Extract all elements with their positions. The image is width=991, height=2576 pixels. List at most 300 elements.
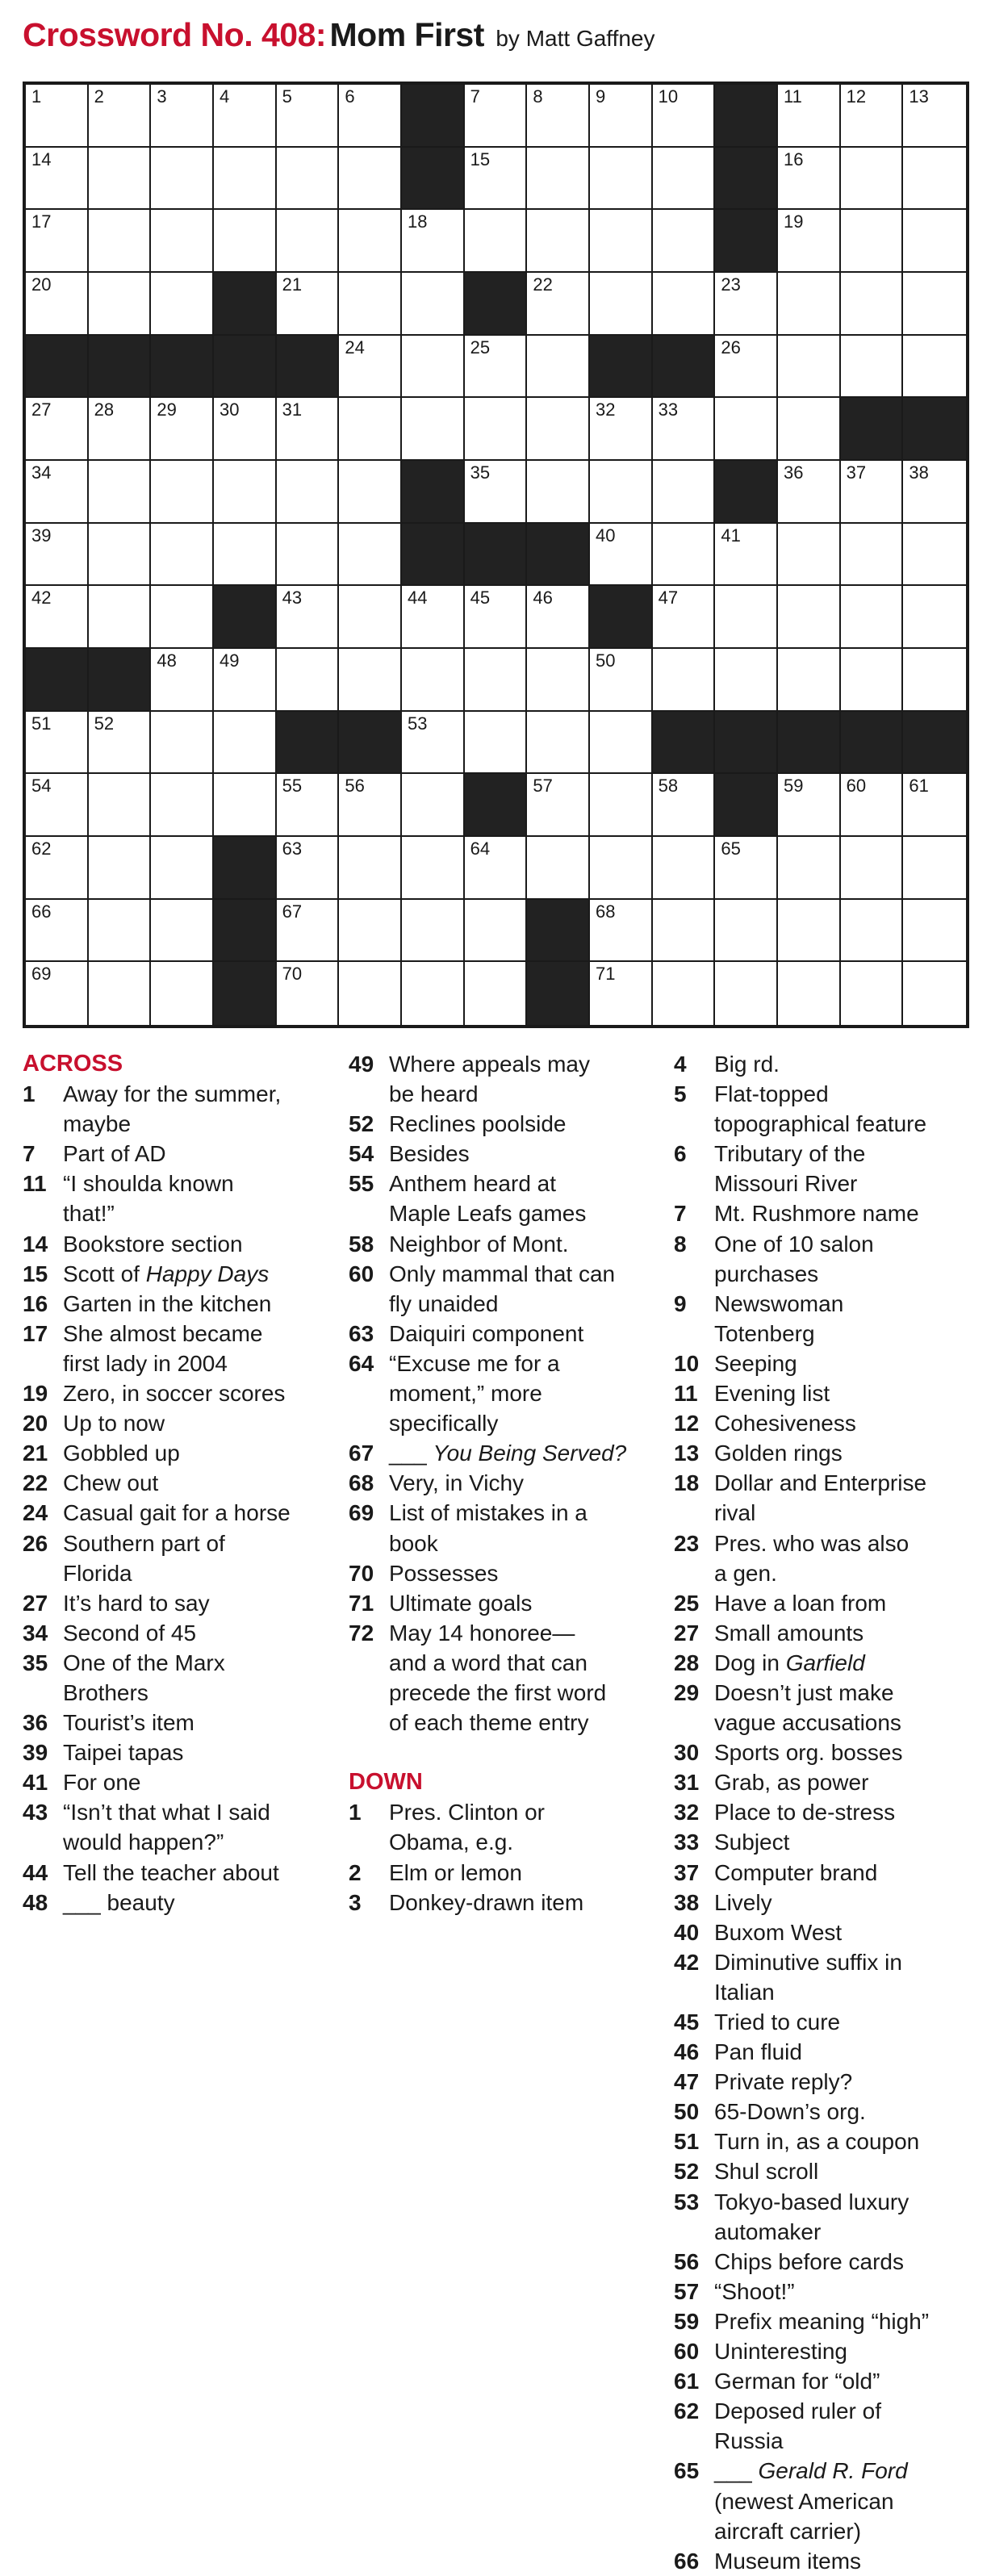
grid-cell[interactable] (527, 273, 590, 336)
black-square (903, 398, 966, 461)
clue-column-2 (349, 1049, 663, 1917)
down-clue (349, 1888, 663, 1917)
clue-number: 45 (674, 2009, 700, 2034)
grid-cell[interactable] (402, 712, 465, 775)
clue-number: 17 (23, 1320, 48, 1346)
clue-text: Away for the summer, maybe (63, 1081, 282, 1137)
grid-cell[interactable] (653, 148, 716, 211)
grid-cell[interactable] (778, 900, 841, 963)
grid-cell[interactable] (214, 649, 277, 712)
grid-cell[interactable] (903, 774, 966, 837)
grid-cell[interactable] (402, 962, 465, 1025)
down-clue (674, 1408, 981, 1438)
clue-number: 31 (674, 1770, 700, 1796)
black-square (903, 712, 966, 775)
grid-cell[interactable] (653, 398, 716, 461)
down-clue (674, 1588, 981, 1618)
grid-cell[interactable] (402, 774, 465, 837)
grid-cell[interactable] (590, 273, 653, 336)
clue-number: 61 (674, 2369, 700, 2394)
grid-cell[interactable] (214, 712, 277, 775)
grid-cell[interactable] (277, 900, 340, 963)
puzzle-theme: Mom First (329, 16, 484, 53)
down-clue (674, 1858, 981, 1888)
grid-cell[interactable] (151, 85, 214, 148)
grid-cell[interactable] (465, 461, 528, 524)
grid-cell[interactable] (778, 210, 841, 273)
grid-cell[interactable] (778, 398, 841, 461)
grid-cell[interactable] (778, 586, 841, 649)
across-clue (23, 1079, 329, 1139)
grid-cell[interactable] (277, 524, 340, 587)
black-square (841, 712, 904, 775)
cell-number: 9 (596, 86, 606, 107)
grid-cell[interactable] (339, 210, 402, 273)
cell-number: 71 (596, 964, 616, 985)
clue-text: Grab, as power (714, 1770, 869, 1796)
grid-cell[interactable] (590, 900, 653, 963)
grid-cell[interactable] (590, 461, 653, 524)
grid-cell[interactable] (903, 336, 966, 399)
grid-cell[interactable] (527, 837, 590, 900)
cell-number: 16 (784, 148, 804, 169)
grid-cell[interactable] (715, 962, 778, 1025)
grid-cell[interactable] (277, 649, 340, 712)
clue-text: Uninteresting (714, 2339, 847, 2365)
grid-cell[interactable] (653, 586, 716, 649)
clue-text: Tokyo-based luxury automaker (714, 2189, 909, 2244)
grid-cell[interactable] (903, 900, 966, 963)
grid-cell[interactable] (841, 524, 904, 587)
grid-cell[interactable] (715, 900, 778, 963)
grid-cell[interactable] (26, 586, 89, 649)
grid-cell[interactable] (653, 524, 716, 587)
cell-number: 51 (31, 713, 52, 734)
grid-cell[interactable] (402, 837, 465, 900)
grid-cell[interactable] (465, 586, 528, 649)
grid-cell[interactable] (527, 461, 590, 524)
grid-cell[interactable] (653, 837, 716, 900)
grid-cell[interactable] (402, 586, 465, 649)
clue-number: 68 (349, 1470, 374, 1496)
clue-number: 51 (674, 2129, 700, 2155)
clue-text: Shul scroll (714, 2159, 819, 2185)
grid-cell[interactable] (402, 900, 465, 963)
down-clue (674, 1528, 981, 1588)
grid-cell[interactable] (89, 461, 152, 524)
grid-cell[interactable] (277, 774, 340, 837)
cell-number: 66 (31, 901, 52, 922)
grid-cell[interactable] (715, 336, 778, 399)
grid-cell[interactable] (590, 210, 653, 273)
cell-number: 50 (596, 650, 616, 671)
grid-cell[interactable] (339, 398, 402, 461)
across-clue (349, 1259, 663, 1319)
clue-column-3 (674, 1049, 981, 2576)
grid-cell[interactable] (778, 336, 841, 399)
grid-cell[interactable] (214, 461, 277, 524)
grid-cell[interactable] (89, 273, 152, 336)
grid-cell[interactable] (527, 148, 590, 211)
grid-cell[interactable] (590, 148, 653, 211)
grid-cell[interactable] (89, 85, 152, 148)
grid-cell[interactable] (151, 586, 214, 649)
grid-cell[interactable] (841, 273, 904, 336)
black-square (89, 336, 152, 399)
cell-number: 6 (345, 86, 355, 107)
clue-number: 21 (23, 1441, 48, 1466)
grid-cell[interactable] (214, 398, 277, 461)
clue-text: “Excuse me for a moment,” more specifically (389, 1350, 560, 1436)
clue-text: Only mammal that can fly unaided (389, 1261, 616, 1316)
across-clue (23, 1319, 329, 1378)
grid-cell[interactable] (26, 712, 89, 775)
grid-cell[interactable] (402, 210, 465, 273)
down-clue (674, 1797, 981, 1827)
cell-number: 40 (596, 525, 616, 546)
grid-cell[interactable] (277, 148, 340, 211)
clue-text: German for “old” (714, 2369, 880, 2394)
grid-cell[interactable] (339, 148, 402, 211)
grid-cell[interactable] (402, 273, 465, 336)
down-clue (674, 1767, 981, 1797)
clue-number: 24 (23, 1500, 48, 1526)
grid-cell[interactable] (841, 774, 904, 837)
grid-cell[interactable] (402, 649, 465, 712)
grid-cell[interactable] (653, 273, 716, 336)
cell-number: 21 (282, 274, 303, 295)
clue-text: Tell the teacher about (63, 1859, 279, 1885)
grid-cell[interactable] (89, 900, 152, 963)
black-square (214, 273, 277, 336)
grid-cell[interactable] (841, 148, 904, 211)
grid-cell[interactable] (590, 524, 653, 587)
cell-number: 48 (157, 650, 177, 671)
grid-cell[interactable] (841, 962, 904, 1025)
grid-cell[interactable] (339, 273, 402, 336)
cell-number: 20 (31, 274, 52, 295)
cell-number: 33 (658, 399, 679, 420)
grid-cell[interactable] (778, 649, 841, 712)
grid-cell[interactable] (89, 210, 152, 273)
grid-cell[interactable] (26, 524, 89, 587)
grid-cell[interactable] (214, 85, 277, 148)
clue-number: 10 (674, 1350, 700, 1376)
grid-cell[interactable] (465, 712, 528, 775)
grid-cell[interactable] (527, 398, 590, 461)
grid-cell[interactable] (653, 85, 716, 148)
clue-number: 52 (349, 1111, 374, 1137)
grid-cell[interactable] (277, 461, 340, 524)
clue-number: 6 (674, 1141, 687, 1167)
black-square (653, 712, 716, 775)
down-clue (674, 1289, 981, 1349)
grid-cell[interactable] (465, 85, 528, 148)
grid-cell[interactable] (89, 712, 152, 775)
grid-cell[interactable] (653, 962, 716, 1025)
down-clue (674, 2306, 981, 2336)
grid-cell[interactable] (339, 461, 402, 524)
cell-number: 65 (721, 838, 741, 859)
grid-cell[interactable] (26, 273, 89, 336)
grid-cell[interactable] (26, 837, 89, 900)
clue-text: Neighbor of Mont. (389, 1231, 569, 1257)
cell-number: 47 (658, 588, 679, 608)
down-clue (674, 2396, 981, 2456)
grid-cell[interactable] (465, 148, 528, 211)
grid-cell[interactable] (527, 210, 590, 273)
grid-cell[interactable] (653, 774, 716, 837)
grid-cell[interactable] (841, 85, 904, 148)
down-clue (674, 2366, 981, 2396)
grid-cell[interactable] (151, 461, 214, 524)
black-square (402, 524, 465, 587)
cell-number: 46 (533, 588, 553, 608)
grid-cell[interactable] (778, 85, 841, 148)
grid-cell[interactable] (89, 148, 152, 211)
grid-cell[interactable] (89, 962, 152, 1025)
grid-cell[interactable] (903, 148, 966, 211)
grid-cell[interactable] (527, 649, 590, 712)
grid-cell[interactable] (841, 586, 904, 649)
grid-cell[interactable] (778, 273, 841, 336)
grid-cell[interactable] (277, 962, 340, 1025)
clue-text: Private reply? (714, 2069, 853, 2095)
black-square (26, 649, 89, 712)
grid-cell[interactable] (715, 837, 778, 900)
grid-cell[interactable] (903, 524, 966, 587)
grid-cell[interactable] (26, 774, 89, 837)
grid-cell[interactable] (89, 774, 152, 837)
grid-cell[interactable] (277, 85, 340, 148)
black-square (527, 524, 590, 587)
clue-text: Pan fluid (714, 2039, 802, 2065)
grid-cell[interactable] (590, 774, 653, 837)
across-clue (23, 1858, 329, 1888)
cell-number: 57 (533, 776, 553, 797)
grid-cell[interactable] (465, 900, 528, 963)
grid-cell[interactable] (89, 586, 152, 649)
grid-cell[interactable] (151, 398, 214, 461)
grid-cell[interactable] (841, 461, 904, 524)
clue-text: Have a loan from (714, 1590, 887, 1616)
clue-number: 43 (23, 1800, 48, 1825)
grid-cell[interactable] (527, 712, 590, 775)
grid-cell[interactable] (778, 837, 841, 900)
grid-cell[interactable] (465, 649, 528, 712)
cell-number: 18 (408, 211, 428, 232)
grid-cell[interactable] (465, 962, 528, 1025)
grid-cell[interactable] (151, 712, 214, 775)
grid-cell[interactable] (214, 210, 277, 273)
grid-cell[interactable] (903, 962, 966, 1025)
cell-number: 26 (721, 337, 741, 358)
across-clue (23, 1888, 329, 1917)
cell-number: 3 (157, 86, 167, 107)
black-square (214, 900, 277, 963)
grid-cell[interactable] (26, 461, 89, 524)
across-clue (23, 1259, 329, 1289)
grid-cell[interactable] (778, 774, 841, 837)
grid-cell[interactable] (653, 210, 716, 273)
clue-number: 72 (349, 1620, 374, 1646)
grid-cell[interactable] (903, 649, 966, 712)
grid-cell[interactable] (402, 336, 465, 399)
down-clue (674, 2187, 981, 2247)
grid-cell[interactable] (339, 586, 402, 649)
grid-cell[interactable] (653, 649, 716, 712)
grid-cell[interactable] (151, 900, 214, 963)
grid-cell[interactable] (402, 398, 465, 461)
grid-cell[interactable] (590, 962, 653, 1025)
grid-cell[interactable] (590, 398, 653, 461)
clue-number: 41 (23, 1770, 48, 1796)
grid-cell[interactable] (277, 210, 340, 273)
clue-text: Small amounts (714, 1620, 864, 1646)
grid-cell[interactable] (26, 148, 89, 211)
grid-cell[interactable] (715, 273, 778, 336)
grid-cell[interactable] (903, 85, 966, 148)
grid-cell[interactable] (903, 586, 966, 649)
black-square (715, 148, 778, 211)
grid-cell[interactable] (465, 837, 528, 900)
grid-cell[interactable] (151, 774, 214, 837)
black-square (715, 210, 778, 273)
down-clue (674, 2247, 981, 2277)
black-square (715, 712, 778, 775)
grid-cell[interactable] (465, 210, 528, 273)
grid-cell[interactable] (277, 837, 340, 900)
grid-cell[interactable] (339, 900, 402, 963)
grid-cell[interactable] (465, 398, 528, 461)
grid-cell[interactable] (339, 524, 402, 587)
grid-cell[interactable] (590, 649, 653, 712)
grid-cell[interactable] (715, 586, 778, 649)
grid-cell[interactable] (903, 210, 966, 273)
grid-cell[interactable] (903, 837, 966, 900)
grid-cell[interactable] (715, 524, 778, 587)
black-square (465, 273, 528, 336)
grid-cell[interactable] (903, 273, 966, 336)
clue-number: 48 (23, 1889, 48, 1915)
grid-cell[interactable] (778, 148, 841, 211)
down-clue (674, 2277, 981, 2306)
cell-number: 19 (784, 211, 804, 232)
grid-cell[interactable] (527, 586, 590, 649)
grid-cell[interactable] (151, 210, 214, 273)
grid-cell[interactable] (339, 336, 402, 399)
across-clue (349, 1319, 663, 1349)
down-clue (674, 1618, 981, 1648)
grid-cell[interactable] (653, 900, 716, 963)
grid-cell[interactable] (841, 900, 904, 963)
clue-number: 16 (23, 1290, 48, 1316)
grid-cell[interactable] (89, 524, 152, 587)
clue-number: 2 (349, 1859, 362, 1885)
grid-cell[interactable] (339, 837, 402, 900)
grid-cell[interactable] (26, 85, 89, 148)
grid-cell[interactable] (590, 837, 653, 900)
clue-text: “Shoot!” (714, 2278, 795, 2304)
grid-cell[interactable] (214, 774, 277, 837)
grid-cell[interactable] (715, 649, 778, 712)
cell-number: 15 (470, 148, 491, 169)
down-clue (674, 1738, 981, 1767)
grid-cell[interactable] (339, 774, 402, 837)
grid-cell[interactable] (653, 461, 716, 524)
clue-text: Anthem heard at Maple Leafs games (389, 1171, 587, 1227)
clue-text: She almost became first lady in 2004 (63, 1320, 263, 1376)
grid-cell[interactable] (339, 962, 402, 1025)
clue-text: 65-Down’s org. (714, 2099, 866, 2125)
grid-cell[interactable] (277, 273, 340, 336)
grid-cell[interactable] (26, 210, 89, 273)
black-square (402, 148, 465, 211)
grid-cell[interactable] (277, 398, 340, 461)
grid-cell[interactable] (339, 649, 402, 712)
grid-cell[interactable] (151, 649, 214, 712)
clue-number: 49 (349, 1052, 374, 1077)
grid-cell[interactable] (778, 524, 841, 587)
black-square (339, 712, 402, 775)
clue-number: 12 (674, 1411, 700, 1436)
across-clue (23, 1169, 329, 1228)
black-square (402, 461, 465, 524)
cell-number: 62 (31, 838, 52, 859)
grid-cell[interactable] (841, 837, 904, 900)
grid-cell[interactable] (26, 398, 89, 461)
clue-text: It’s hard to say (63, 1590, 210, 1616)
clue-number: 30 (674, 1740, 700, 1766)
grid-cell[interactable] (715, 398, 778, 461)
grid-cell[interactable] (590, 712, 653, 775)
grid-cell[interactable] (527, 336, 590, 399)
grid-cell[interactable] (339, 85, 402, 148)
grid-cell[interactable] (89, 837, 152, 900)
clue-number: 33 (674, 1830, 700, 1855)
grid-cell[interactable] (841, 336, 904, 399)
grid-cell[interactable] (778, 461, 841, 524)
grid-cell[interactable] (465, 336, 528, 399)
grid-cell[interactable] (214, 524, 277, 587)
grid-cell[interactable] (151, 148, 214, 211)
clue-number: 50 (674, 2099, 700, 2125)
clue-text: Deposed ruler of Russia (714, 2398, 882, 2454)
grid-cell[interactable] (26, 962, 89, 1025)
grid-cell[interactable] (841, 210, 904, 273)
clue-number: 1 (23, 1081, 36, 1107)
clue-number: 15 (23, 1261, 48, 1286)
grid-cell[interactable] (26, 900, 89, 963)
across-clue (349, 1468, 663, 1498)
grid-cell[interactable] (590, 85, 653, 148)
clue-text: One of 10 salon purchases (714, 1231, 874, 1286)
grid-cell[interactable] (89, 398, 152, 461)
grid-cell[interactable] (151, 837, 214, 900)
grid-cell[interactable] (151, 524, 214, 587)
grid-cell[interactable] (277, 586, 340, 649)
grid-cell[interactable] (527, 774, 590, 837)
grid-cell[interactable] (841, 649, 904, 712)
grid-cell[interactable] (151, 962, 214, 1025)
grid-cell[interactable] (214, 148, 277, 211)
grid-cell[interactable] (151, 273, 214, 336)
cell-number: 41 (721, 525, 741, 546)
clue-text: Cohesiveness (714, 1411, 856, 1436)
grid-cell[interactable] (778, 962, 841, 1025)
grid-cell[interactable] (527, 85, 590, 148)
grid-cell[interactable] (903, 461, 966, 524)
